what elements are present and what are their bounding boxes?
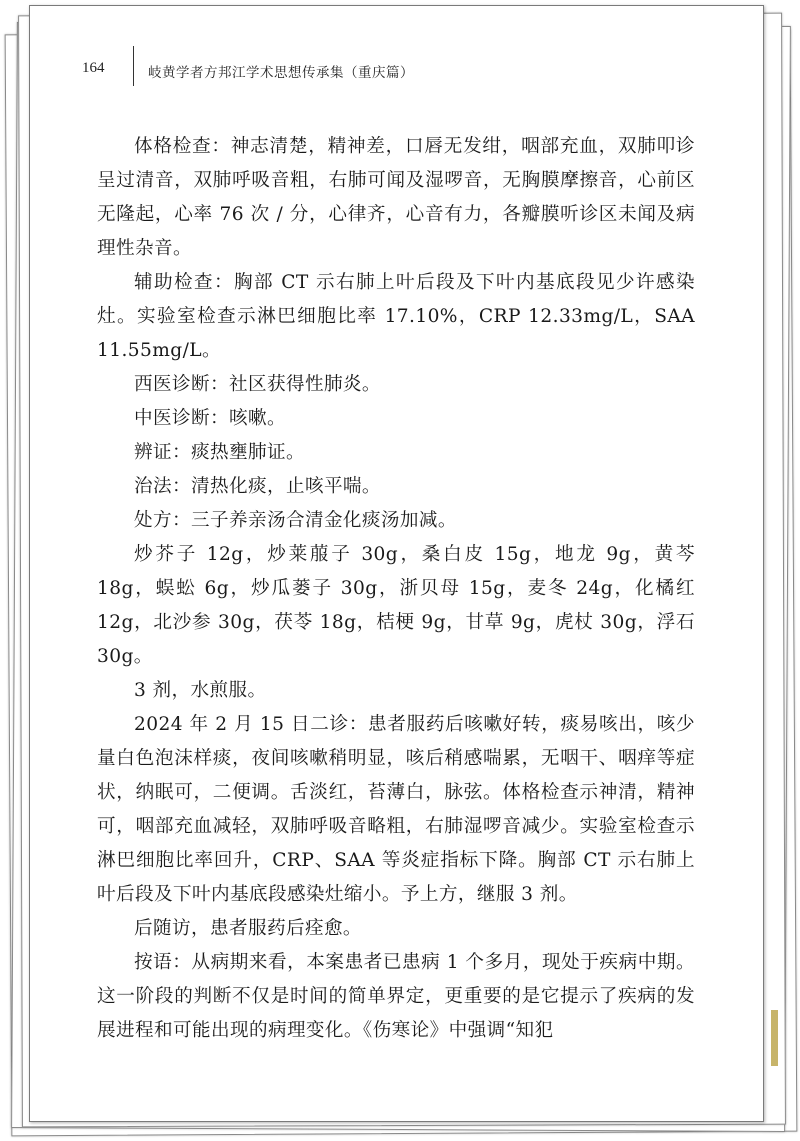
paragraph-syndrome: 辨证：痰热壅肺证。 bbox=[134, 442, 305, 463]
page-edge-color-strip bbox=[771, 1010, 778, 1066]
paragraph-commentary: 按语：从病期来看，本案患者已患病 1 个多月，现处于疾病中期。这一阶段的判断不仅是时间的简单界定，更重要的是它提示了疾病的发展进程和可能出现的病理变化。《伤寒论》中强调“知犯 bbox=[97, 952, 695, 1041]
paragraph-tcm-diagnosis: 中医诊断：咳嗽。 bbox=[134, 408, 286, 429]
paragraph-auxiliary-exam: 辅助检查：胸部 CT 示右肺上叶后段及下叶内基底段见少许感染灶。实验室检查示淋巴细胞比率 17.10%，CRP 12.33mg/L，SAA 11.55mg/L。 bbox=[97, 272, 695, 361]
paragraph-dosage: 3 剂，水煎服。 bbox=[134, 680, 267, 701]
paragraph-treatment-method: 治法：清热化痰，止咳平喘。 bbox=[134, 476, 381, 497]
paragraph-western-diagnosis: 西医诊断：社区获得性肺炎。 bbox=[134, 374, 381, 395]
paragraph-prescription: 处方：三子养亲汤合清金化痰汤加减。 bbox=[134, 510, 457, 531]
book-page bbox=[29, 5, 764, 1122]
paragraph-physical-exam: 体格检查：神志清楚，精神差，口唇无发绀，咽部充血，双肺叩诊呈过清音，双肺呼吸音粗，右肺可闻及湿啰音，无胸膜摩擦音，心前区无隆起，心率 76 次 / 分，心律齐，心音有力，各瓣膜听诊区未闻及病理性杂音。 bbox=[97, 136, 695, 259]
paragraph-follow-up: 后随访，患者服药后痊愈。 bbox=[134, 918, 362, 939]
paragraph-second-visit: 2024 年 2 月 15 日二诊：患者服药后咳嗽好转，痰易咳出，咳少量白色泡沫样痰，夜间咳嗽稍明显，咳后稍感喘累，无咽干、咽痒等症状，纳眠可，二便调。舌淡红，苔薄白，脉弦。体格检查示神清，精神可，咽部充血减轻，双肺呼吸音略粗，右肺湿啰音减少。实验室检查示淋巴细胞比率回升，CRP、SAA 等炎症指标下降。胸部 CT 示右肺上叶后段及下叶内基底段感染灶缩小。予上方，继服 3 剂。 bbox=[97, 714, 695, 905]
body-text bbox=[97, 130, 695, 1048]
header-divider bbox=[133, 46, 134, 86]
page-number: 164 bbox=[82, 60, 105, 76]
paragraph-herb-list: 炒芥子 12g，炒莱菔子 30g，桑白皮 15g，地龙 9g，黄芩 18g，蜈蚣 6g，炒瓜蒌子 30g，浙贝母 15g，麦冬 24g，化橘红 12g，北沙参 30g，茯苓 18g，桔梗 9g，甘草 9g，虎杖 30g，浮石 30g。 bbox=[97, 544, 695, 667]
page-header bbox=[30, 6, 763, 96]
running-title: 岐黄学者方邦江学术思想传承集（重庆篇） bbox=[148, 65, 414, 81]
